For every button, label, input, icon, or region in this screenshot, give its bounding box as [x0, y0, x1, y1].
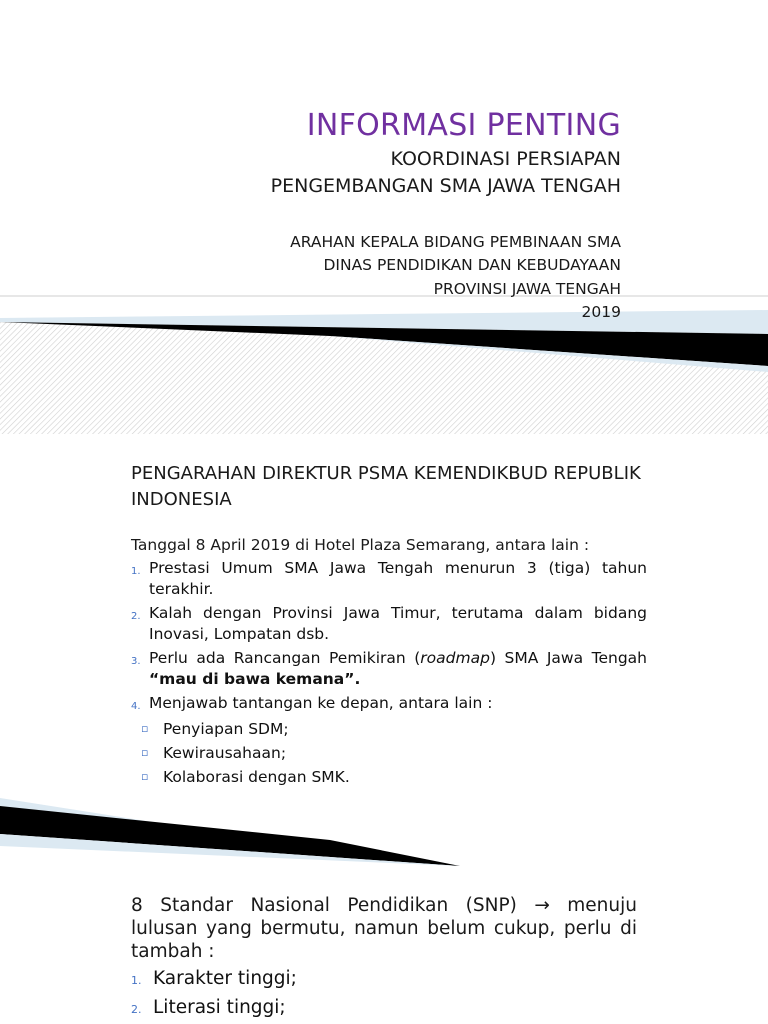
bullet-item — [131, 717, 647, 741]
list-number: 2. — [131, 611, 141, 622]
slide-3-paragraph: 8 Standar Nasional Pendidikan (SNP) → menuju lulusan yang bermutu, namun belum cukup, perlu di tambah : — [131, 895, 637, 962]
presentation-year: 2019 — [581, 303, 621, 321]
list-item-text: Kalah dengan Provinsi Jawa Timur, terutama dalam bidang Inovasi, Lompatan dsb. — [149, 604, 647, 643]
list-number: 1. — [131, 974, 142, 987]
slide-subtitle-line-2: PENGEMBANGAN SMA JAWA TENGAH — [270, 175, 621, 197]
list-number: 1. — [131, 566, 141, 577]
list-item — [131, 603, 647, 645]
slide-1-decoration — [0, 0, 768, 434]
bullet-item-text: Kolaborasi dengan SMK. — [163, 768, 350, 786]
presenter-line-1: ARAHAN KEPALA BIDANG PEMBINAAN SMA — [290, 233, 621, 251]
slide-3 — [0, 870, 768, 1024]
list-item-text: Prestasi Umum SMA Jawa Tengah menurun 3 (tiga) tahun terakhir. — [149, 559, 647, 598]
slide-2-heading: PENGARAHAN DIREKTUR PSMA KEMENDIKBUD REPUBLIK INDONESIA — [131, 463, 641, 510]
list-item-bold: “mau di bawa kemana”. — [149, 670, 361, 688]
list-item-italic: roadmap — [420, 649, 490, 667]
list-item — [131, 558, 647, 600]
slide-1 — [0, 0, 768, 434]
list-item-text: ) SMA Jawa Tengah — [489, 649, 647, 667]
list-item — [131, 997, 286, 1018]
slide-2 — [0, 434, 768, 870]
list-number: 2. — [131, 1003, 142, 1016]
list-item-text: Perlu ada Rancangan Pemikiran ( — [149, 649, 421, 667]
bullet-item — [131, 741, 647, 765]
list-item-text: Literasi tinggi; — [153, 997, 286, 1018]
bullet-sublist — [131, 717, 647, 789]
list-item — [131, 648, 647, 690]
bullet-item-text: Penyiapan SDM; — [163, 720, 289, 738]
bullet-icon: ▫ — [141, 722, 149, 735]
presenter-line-3: PROVINSI JAWA TENGAH — [433, 280, 621, 298]
list-item — [131, 968, 297, 989]
bullet-item-text: Kewirausahaan; — [163, 744, 287, 762]
list-item-text: Menjawab tantangan ke depan, antara lain : — [149, 694, 493, 712]
list-item-text: Karakter tinggi; — [153, 968, 297, 989]
bullet-icon: ▫ — [141, 770, 149, 783]
bullet-icon: ▫ — [141, 746, 149, 759]
list-number: 4. — [131, 701, 141, 712]
numbered-list — [131, 558, 647, 789]
list-number: 3. — [131, 656, 141, 667]
slide-subtitle-line-1: KOORDINASI PERSIAPAN — [390, 148, 621, 170]
bullet-item — [131, 765, 647, 789]
slide-2-intro: Tanggal 8 April 2019 di Hotel Plaza Semarang, antara lain : — [131, 536, 590, 554]
slide-title: INFORMASI PENTING — [306, 108, 621, 143]
list-item — [131, 693, 647, 714]
presenter-line-2: DINAS PENDIDIKAN DAN KEBUDAYAAN — [323, 256, 621, 274]
